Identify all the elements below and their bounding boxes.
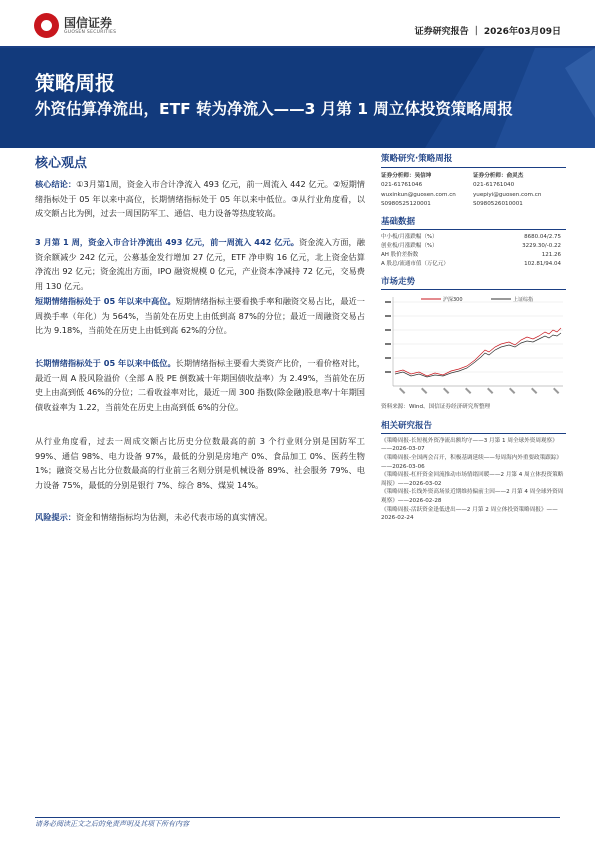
series-line-b <box>395 333 561 377</box>
report-category: 策略研究·策略周报 <box>381 154 453 164</box>
series-line-a <box>395 328 561 376</box>
related-report-date: ——2026-02-24 <box>381 506 558 522</box>
table-row <box>381 260 561 269</box>
paragraph-lead: 短期情绪指标处于 05 年以来中高位。 <box>35 296 176 306</box>
paragraph-text: 长期情绪指标主要看大类资产比价，一看价格对比，最近一周 A 股风险溢价（全部 A 股 PE 倒数减十年期国债收益率）为 2.49%，当前处在历史上由高到低 46%的分位；二看收益率对比，最近一周 300 指数(除金融)股息率/十年期国债收益率为 1.22，当前处在历史上由高到低 6%的分位。 <box>35 358 365 412</box>
related-report-title: 《策略周报-活跃资金逢低进出——2 月第 2 周立体投资策略周报》 <box>381 506 547 513</box>
sidebar-divider <box>381 167 566 168</box>
chart-tick-marks <box>385 301 391 373</box>
table-row <box>381 242 561 251</box>
related-report-date: ——2026-03-06 <box>381 463 425 470</box>
related-report-item[interactable] <box>381 506 566 523</box>
table-row <box>381 251 561 260</box>
cell-label: 中小板/月涨跌幅（%） <box>381 233 438 240</box>
related-reports-title: 相关研究报告 <box>381 420 433 431</box>
related-report-date: ——2026-03-07 <box>381 446 425 453</box>
related-report-title: 《策略周报-全国两会召开，积极基调延续——每周海内外重要政策跟踪》 <box>381 455 563 462</box>
analyst-email: wuxinkun@guosen.com.cn <box>381 191 456 198</box>
report-type: 策略周报 <box>35 71 115 95</box>
sidebar <box>381 152 566 523</box>
sidebar-divider <box>381 229 566 230</box>
related-report-item[interactable] <box>381 471 566 488</box>
related-report-title: 《策略周报-杠杆资金回流推动市场情绪回暖——2 月第 4 周立体投资策略周报》 <box>381 472 564 487</box>
report-meta: 证券研究报告 ｜ 2026年03月09日 <box>414 27 561 37</box>
sidebar-divider <box>381 433 566 434</box>
paragraph-conclusion <box>35 177 365 221</box>
footer-disclaimer[interactable]: 请务必阅读正文之后的免责声明及其项下所有内容 <box>35 820 189 828</box>
market-trend-chart <box>381 292 566 402</box>
chart-gridlines <box>393 302 563 386</box>
analyst-email: yuepiyi@guosen.com.cn <box>473 191 542 198</box>
title-band <box>0 48 595 148</box>
paragraph-text: 资金和情绪指标均为估测，未必代表市场的真实情况。 <box>75 512 273 522</box>
paragraph-industry <box>35 434 365 492</box>
cell-value: 3229.30/-0.22 <box>522 242 561 249</box>
cell-label: AH 股价差指数 <box>381 252 419 259</box>
related-report-item[interactable] <box>381 437 566 454</box>
table-row <box>381 233 561 242</box>
band-decoration-graphic <box>365 48 595 148</box>
trend-title: 市场走势 <box>381 277 416 288</box>
legend-label-a: 沪深300 <box>443 297 463 304</box>
related-report-title: 《策略周报-长线外资高场景近期维持偏前主因——2 月第 4 周全球外资周观察》 <box>381 489 564 504</box>
analyst-label: 证券分析师： <box>473 173 507 179</box>
cell-value: 102.81/94.04 <box>524 261 561 268</box>
paragraph-lead: 3 月第 1 周，资金入市合计净流出 493 亿元，前一周流入 442 亿元。 <box>35 237 300 247</box>
paragraph-long-sentiment <box>35 356 365 414</box>
analyst-phone: 021-61761046 <box>381 182 423 189</box>
cell-label: 创业板/月涨跌幅（%） <box>381 242 438 249</box>
analysts <box>381 172 566 210</box>
paragraph-fund-flow <box>35 235 365 293</box>
legend-label-b: 上证综指 <box>513 297 534 304</box>
paragraph-lead: 风险提示： <box>35 512 76 522</box>
chart-source: 资料来源：Wind、国信证券经济研究所整理 <box>381 404 491 411</box>
analyst-phone: 021-61761040 <box>473 182 515 189</box>
analyst-cert: S0980525120001 <box>381 201 431 208</box>
analyst-name: 俞灵杰 <box>506 173 524 179</box>
related-report-date: ——2026-02-28 <box>397 498 442 504</box>
basic-data-table <box>381 233 561 270</box>
guosen-logo <box>34 13 149 39</box>
sidebar-divider <box>381 289 566 290</box>
paragraph-risk <box>35 510 365 525</box>
related-reports-list <box>381 437 566 523</box>
logo-text-cn: 国信证券 <box>64 16 113 30</box>
analyst-card <box>381 172 473 210</box>
basic-data-title: 基础数据 <box>381 216 416 227</box>
report-title: 外资估算净流出，ETF 转为净流入——3 月第 1 周立体投资策略周报 <box>35 100 513 118</box>
cell-label: A 股总/流通市值（万亿元） <box>381 261 449 268</box>
paragraph-short-sentiment <box>35 294 365 338</box>
analyst-cert: S0980526010001 <box>473 201 523 208</box>
logo-text-en: GUOSEN SECURITIES <box>64 30 117 35</box>
related-report-title: 《策略周报-长短视外资净流出额均守——3 月第 1 周全球外资周观察》 <box>381 437 558 444</box>
chart-x-tick-marks <box>399 388 559 394</box>
logo-mark-icon <box>34 13 59 38</box>
footer-divider <box>35 817 560 818</box>
analyst-name: 吴信坤 <box>414 173 432 179</box>
paragraph-text: 从行业角度看，过去一周成交额占比历史分位数最高的前 3 个行业则分别是国防军工 99%、通信 98%、电力设备 97%，最低的分别是房地产 0%、食品加工 0%、医药生物 1%；融资交易占比分位数最高的行业前三名则分别是机械设备 89%、社会服务 79%、电力设备 75%，最低的分别是银行 7%、综合 8%、煤炭 14%。 <box>35 436 365 490</box>
related-report-item[interactable] <box>381 454 566 471</box>
related-report-item[interactable] <box>381 488 566 505</box>
paragraph-text: 短期情绪指标主要看换手率和融资交易占比，最近一周换手率（年化）为 564%，当前处在历史上由低到高 87%的分位；最近一周融资交易占比为 9.18%，当前处在历史上由低到高 62%的分位。 <box>35 296 365 336</box>
analyst-card <box>473 172 565 210</box>
related-report-date: ——2026-03-02 <box>397 480 442 487</box>
paragraph-lead: 长期情绪指标处于 05 年以来中低位。 <box>35 358 176 368</box>
cell-value: 8680.04/2.75 <box>524 233 561 240</box>
analyst-label: 证券分析师： <box>381 173 415 179</box>
paragraph-lead: 核心结论： <box>35 179 77 189</box>
paragraph-text: 资金流入方面，融资余额减少 242 亿元，公募基金发行增加 27 亿元，ETF 净申购 16 亿元，北上资金估算净流出 92 亿元；资金流出方面，IPO 融资规模 0 亿元，产业资本净减持 72 亿元，交易费用 130 亿元。 <box>35 237 365 291</box>
cell-value: 121.26 <box>541 252 561 259</box>
core-view-heading: 核心观点 <box>35 156 88 171</box>
paragraph-text: ①3月第1周，资金入市合计净流入 493 亿元，前一周流入 442 亿元。②短期情绪指标处于 05 年以来中高位，长期情绪指标处于 05 年以来中低位。③从行业角度看，以成交额占比为例，过去一周国防军工、通信、电力设备等热度较高。 <box>35 179 365 219</box>
